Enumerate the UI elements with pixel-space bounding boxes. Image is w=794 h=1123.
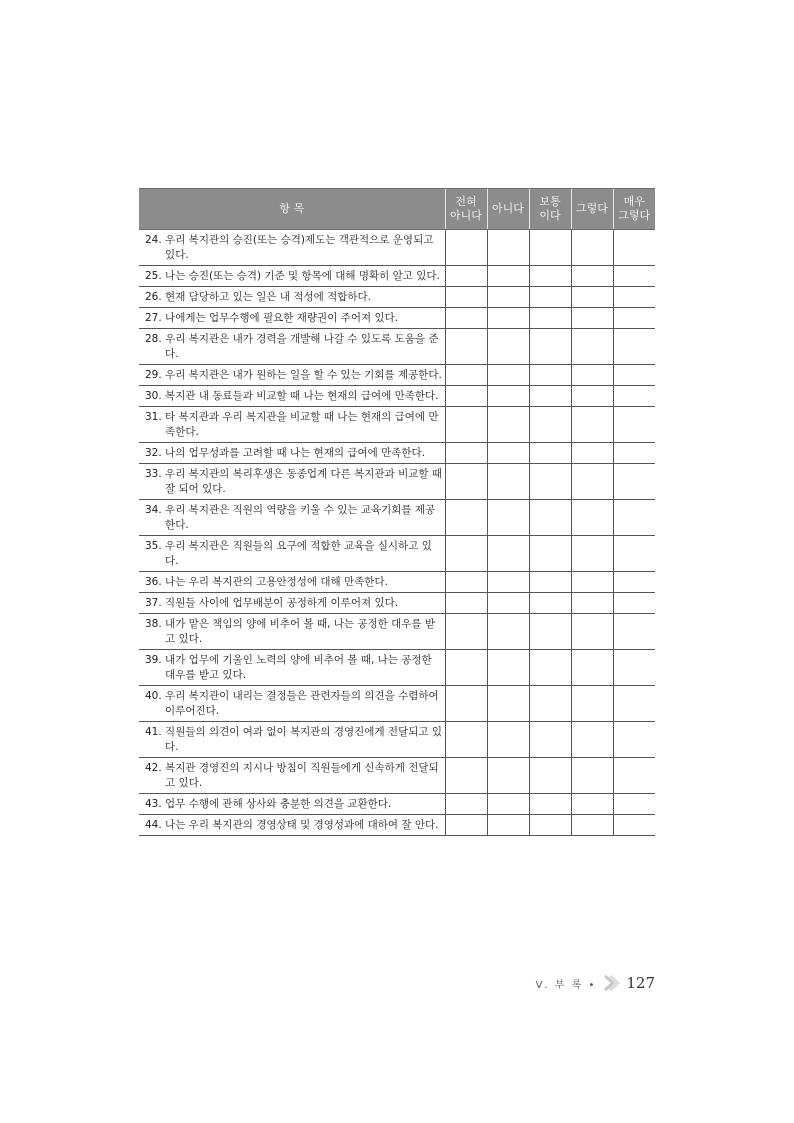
question-cell (139, 572, 445, 593)
response-cell-agree[interactable] (571, 266, 613, 287)
response-cell-neutral[interactable] (529, 287, 571, 308)
response-cell-agree[interactable] (571, 593, 613, 614)
response-cell-strongly-agree[interactable] (613, 572, 655, 593)
response-cell-neutral[interactable] (529, 572, 571, 593)
table-header-row (139, 189, 655, 230)
response-cell-agree[interactable] (571, 614, 613, 650)
response-cell-neutral[interactable] (529, 758, 571, 794)
response-cell-strongly-disagree[interactable] (445, 407, 487, 443)
question-number: 39. (145, 654, 166, 666)
header-neutral: 보통 이다 (529, 189, 571, 230)
response-cell-disagree[interactable] (487, 500, 529, 536)
table-row (139, 794, 655, 815)
response-cell-strongly-agree[interactable] (613, 500, 655, 536)
table-row (139, 266, 655, 287)
question-text: 업무 수행에 관해 상사와 충분한 의견을 교환한다. (165, 798, 392, 810)
response-cell-strongly-agree[interactable] (613, 464, 655, 500)
response-cell-neutral[interactable] (529, 329, 571, 365)
question-number: 24. (145, 234, 166, 246)
question-cell (139, 650, 445, 686)
response-cell-disagree[interactable] (487, 443, 529, 464)
section-label: Ⅴ. 부 록 • (535, 979, 597, 991)
table-row (139, 722, 655, 758)
question-cell (139, 407, 445, 443)
response-cell-strongly-disagree[interactable] (445, 287, 487, 308)
question-cell (139, 500, 445, 536)
response-cell-strongly-disagree[interactable] (445, 308, 487, 329)
response-cell-agree[interactable] (571, 329, 613, 365)
response-cell-strongly-disagree[interactable] (445, 536, 487, 572)
question-cell (139, 758, 445, 794)
response-cell-agree[interactable] (571, 500, 613, 536)
question-number: 27. (145, 312, 166, 324)
question-cell (139, 722, 445, 758)
header-disagree: 아니다 (487, 189, 529, 230)
table-row (139, 650, 655, 686)
response-cell-disagree[interactable] (487, 230, 529, 266)
question-cell (139, 287, 445, 308)
response-cell-disagree[interactable] (487, 329, 529, 365)
response-cell-strongly-disagree[interactable] (445, 365, 487, 386)
question-cell (139, 614, 445, 650)
question-text: 현재 담당하고 있는 일은 내 적성에 적합하다. (165, 291, 371, 303)
response-cell-disagree[interactable] (487, 686, 529, 722)
question-text: 우리 복지관은 직원의 역량을 키울 수 있는 교육기회를 제공한다. (165, 504, 436, 531)
question-cell (139, 593, 445, 614)
table-row (139, 593, 655, 614)
question-cell (139, 230, 445, 266)
response-cell-disagree[interactable] (487, 614, 529, 650)
question-cell (139, 464, 445, 500)
table-row (139, 536, 655, 572)
question-cell (139, 815, 445, 836)
header-strongly-disagree: 전혀 아니다 (445, 189, 487, 230)
question-cell (139, 536, 445, 572)
response-cell-agree[interactable] (571, 386, 613, 407)
question-number: 31. (145, 411, 166, 423)
question-text: 직원들 사이에 업무배분이 공정하게 이루어져 있다. (165, 597, 399, 609)
response-cell-agree[interactable] (571, 686, 613, 722)
response-cell-disagree[interactable] (487, 365, 529, 386)
table-row (139, 686, 655, 722)
response-cell-agree[interactable] (571, 443, 613, 464)
question-number: 44. (145, 819, 166, 831)
question-cell (139, 266, 445, 287)
question-text: 우리 복지관이 내리는 결정들은 관련자들의 의견을 수렴하여 이루어진다. (165, 690, 439, 717)
response-cell-disagree[interactable] (487, 758, 529, 794)
response-cell-neutral[interactable] (529, 722, 571, 758)
response-cell-neutral[interactable] (529, 500, 571, 536)
question-number: 38. (145, 618, 166, 630)
table-row (139, 614, 655, 650)
response-cell-strongly-agree[interactable] (613, 266, 655, 287)
response-cell-disagree[interactable] (487, 593, 529, 614)
table-row (139, 308, 655, 329)
question-text: 우리 복지관은 내가 원하는 일을 할 수 있는 기회를 제공한다. (165, 369, 442, 381)
response-cell-disagree[interactable] (487, 407, 529, 443)
question-text: 우리 복지관의 승진(또는 승격)제도는 객관적으로 운영되고 있다. (165, 234, 434, 261)
response-cell-disagree[interactable] (487, 572, 529, 593)
question-text: 내가 업무에 기울인 노력의 양에 비추어 볼 때, 나는 공정한 대우를 받고 있다. (165, 654, 432, 681)
table-row (139, 500, 655, 536)
question-text: 타 복지관과 우리 복지관을 비교할 때 나는 현재의 급여에 만족한다. (165, 411, 439, 438)
question-text: 복지관 경영진의 지시나 방침이 직원들에게 신속하게 전달되고 있다. (165, 762, 439, 789)
question-number: 33. (145, 468, 166, 480)
response-cell-strongly-agree[interactable] (613, 650, 655, 686)
question-text: 나에게는 업무수행에 필요한 재량권이 주어져 있다. (165, 312, 399, 324)
question-number: 30. (145, 390, 166, 402)
response-cell-neutral[interactable] (529, 536, 571, 572)
response-cell-strongly-agree[interactable] (613, 794, 655, 815)
response-cell-disagree[interactable] (487, 287, 529, 308)
question-text: 나는 승진(또는 승격) 기준 및 항목에 대해 명확히 알고 있다. (165, 270, 440, 282)
response-cell-agree[interactable] (571, 794, 613, 815)
question-number: 40. (145, 690, 166, 702)
question-cell (139, 365, 445, 386)
response-cell-strongly-agree[interactable] (613, 230, 655, 266)
response-cell-strongly-agree[interactable] (613, 329, 655, 365)
page-number: 127 (626, 974, 655, 992)
response-cell-agree[interactable] (571, 815, 613, 836)
response-cell-strongly-agree[interactable] (613, 686, 655, 722)
response-cell-neutral[interactable] (529, 686, 571, 722)
response-cell-disagree[interactable] (487, 266, 529, 287)
response-cell-agree[interactable] (571, 407, 613, 443)
header-strongly-agree: 매우 그렇다 (613, 189, 655, 230)
response-cell-disagree[interactable] (487, 386, 529, 407)
question-number: 28. (145, 333, 166, 345)
question-text: 우리 복지관은 내가 경력을 개발해 나갈 수 있도록 도움을 준다. (165, 333, 439, 360)
question-text: 직원들의 의견이 여과 없이 복지관의 경영진에게 전달되고 있다. (165, 726, 442, 753)
question-number: 34. (145, 504, 166, 516)
response-cell-strongly-agree[interactable] (613, 365, 655, 386)
response-cell-agree[interactable] (571, 572, 613, 593)
table-row (139, 287, 655, 308)
response-cell-strongly-agree[interactable] (613, 815, 655, 836)
question-number: 29. (145, 369, 166, 381)
table-row (139, 464, 655, 500)
response-cell-disagree[interactable] (487, 815, 529, 836)
response-cell-strongly-disagree[interactable] (445, 758, 487, 794)
response-cell-strongly-disagree[interactable] (445, 686, 487, 722)
table-row (139, 365, 655, 386)
question-text: 나의 업무성과를 고려할 때 나는 현재의 급여에 만족한다. (165, 447, 426, 459)
question-cell (139, 794, 445, 815)
question-number: 37. (145, 597, 166, 609)
response-cell-neutral[interactable] (529, 815, 571, 836)
table-row (139, 443, 655, 464)
response-cell-strongly-agree[interactable] (613, 443, 655, 464)
response-cell-agree[interactable] (571, 758, 613, 794)
response-cell-strongly-disagree[interactable] (445, 386, 487, 407)
question-text: 우리 복지관은 직원들의 요구에 적합한 교육을 실시하고 있다. (165, 540, 432, 567)
question-number: 32. (145, 447, 166, 459)
question-cell (139, 386, 445, 407)
question-number: 41. (145, 726, 166, 738)
survey-body (139, 230, 655, 836)
question-number: 35. (145, 540, 166, 552)
response-cell-strongly-agree[interactable] (613, 407, 655, 443)
response-cell-strongly-disagree[interactable] (445, 722, 487, 758)
response-cell-agree[interactable] (571, 536, 613, 572)
response-cell-strongly-disagree[interactable] (445, 329, 487, 365)
question-cell (139, 308, 445, 329)
response-cell-strongly-disagree[interactable] (445, 464, 487, 500)
response-cell-disagree[interactable] (487, 464, 529, 500)
response-cell-strongly-agree[interactable] (613, 308, 655, 329)
response-cell-agree[interactable] (571, 230, 613, 266)
response-cell-strongly-disagree[interactable] (445, 266, 487, 287)
response-cell-agree[interactable] (571, 650, 613, 686)
response-cell-neutral[interactable] (529, 443, 571, 464)
table-row (139, 758, 655, 794)
question-cell (139, 443, 445, 464)
response-cell-strongly-disagree[interactable] (445, 443, 487, 464)
response-cell-neutral[interactable] (529, 230, 571, 266)
header-item: 항 목 (139, 189, 445, 230)
question-number: 25. (145, 270, 166, 282)
table-row (139, 407, 655, 443)
response-cell-strongly-disagree[interactable] (445, 500, 487, 536)
response-cell-neutral[interactable] (529, 464, 571, 500)
question-text: 복지관 내 동료들과 비교할 때 나는 현재의 급여에 만족한다. (165, 390, 439, 402)
response-cell-agree[interactable] (571, 287, 613, 308)
response-cell-neutral[interactable] (529, 266, 571, 287)
question-text: 내가 맡은 책임의 양에 비추어 볼 때, 나는 공정한 대우를 받고 있다. (165, 618, 436, 645)
header-agree: 그렇다 (571, 189, 613, 230)
question-text: 우리 복지관의 복리후생은 동종업계 다른 복지관과 비교할 때 잘 되어 있다. (165, 468, 442, 495)
response-cell-disagree[interactable] (487, 650, 529, 686)
table-row (139, 572, 655, 593)
response-cell-strongly-disagree[interactable] (445, 593, 487, 614)
response-cell-agree[interactable] (571, 722, 613, 758)
table-row (139, 386, 655, 407)
response-cell-strongly-agree[interactable] (613, 722, 655, 758)
question-cell (139, 686, 445, 722)
response-cell-strongly-agree[interactable] (613, 287, 655, 308)
question-number: 43. (145, 798, 166, 810)
response-cell-neutral[interactable] (529, 407, 571, 443)
question-cell (139, 329, 445, 365)
question-number: 26. (145, 291, 166, 303)
response-cell-agree[interactable] (571, 308, 613, 329)
response-cell-neutral[interactable] (529, 386, 571, 407)
question-text: 나는 우리 복지관의 고용안정성에 대해 만족한다. (165, 576, 388, 588)
response-cell-neutral[interactable] (529, 365, 571, 386)
response-cell-agree[interactable] (571, 464, 613, 500)
response-cell-agree[interactable] (571, 365, 613, 386)
response-cell-strongly-agree[interactable] (613, 536, 655, 572)
response-cell-strongly-disagree[interactable] (445, 572, 487, 593)
table-row (139, 230, 655, 266)
response-cell-neutral[interactable] (529, 614, 571, 650)
table-row (139, 815, 655, 836)
response-cell-strongly-agree[interactable] (613, 593, 655, 614)
question-number: 42. (145, 762, 166, 774)
table-row (139, 329, 655, 365)
response-cell-neutral[interactable] (529, 650, 571, 686)
response-cell-neutral[interactable] (529, 794, 571, 815)
response-cell-strongly-agree[interactable] (613, 386, 655, 407)
chevron-right-icon (602, 974, 620, 992)
response-cell-strongly-disagree[interactable] (445, 794, 487, 815)
response-cell-neutral[interactable] (529, 308, 571, 329)
response-cell-disagree[interactable] (487, 794, 529, 815)
survey-table (139, 188, 655, 836)
response-cell-strongly-agree[interactable] (613, 614, 655, 650)
response-cell-neutral[interactable] (529, 593, 571, 614)
response-cell-disagree[interactable] (487, 308, 529, 329)
response-cell-strongly-disagree[interactable] (445, 614, 487, 650)
response-cell-strongly-disagree[interactable] (445, 650, 487, 686)
question-number: 36. (145, 576, 166, 588)
question-text: 나는 우리 복지관의 경영상태 및 경영성과에 대하여 잘 안다. (165, 819, 439, 831)
response-cell-disagree[interactable] (487, 536, 529, 572)
response-cell-strongly-agree[interactable] (613, 758, 655, 794)
page-footer (536, 973, 655, 993)
response-cell-strongly-disagree[interactable] (445, 230, 487, 266)
response-cell-disagree[interactable] (487, 722, 529, 758)
response-cell-strongly-disagree[interactable] (445, 815, 487, 836)
